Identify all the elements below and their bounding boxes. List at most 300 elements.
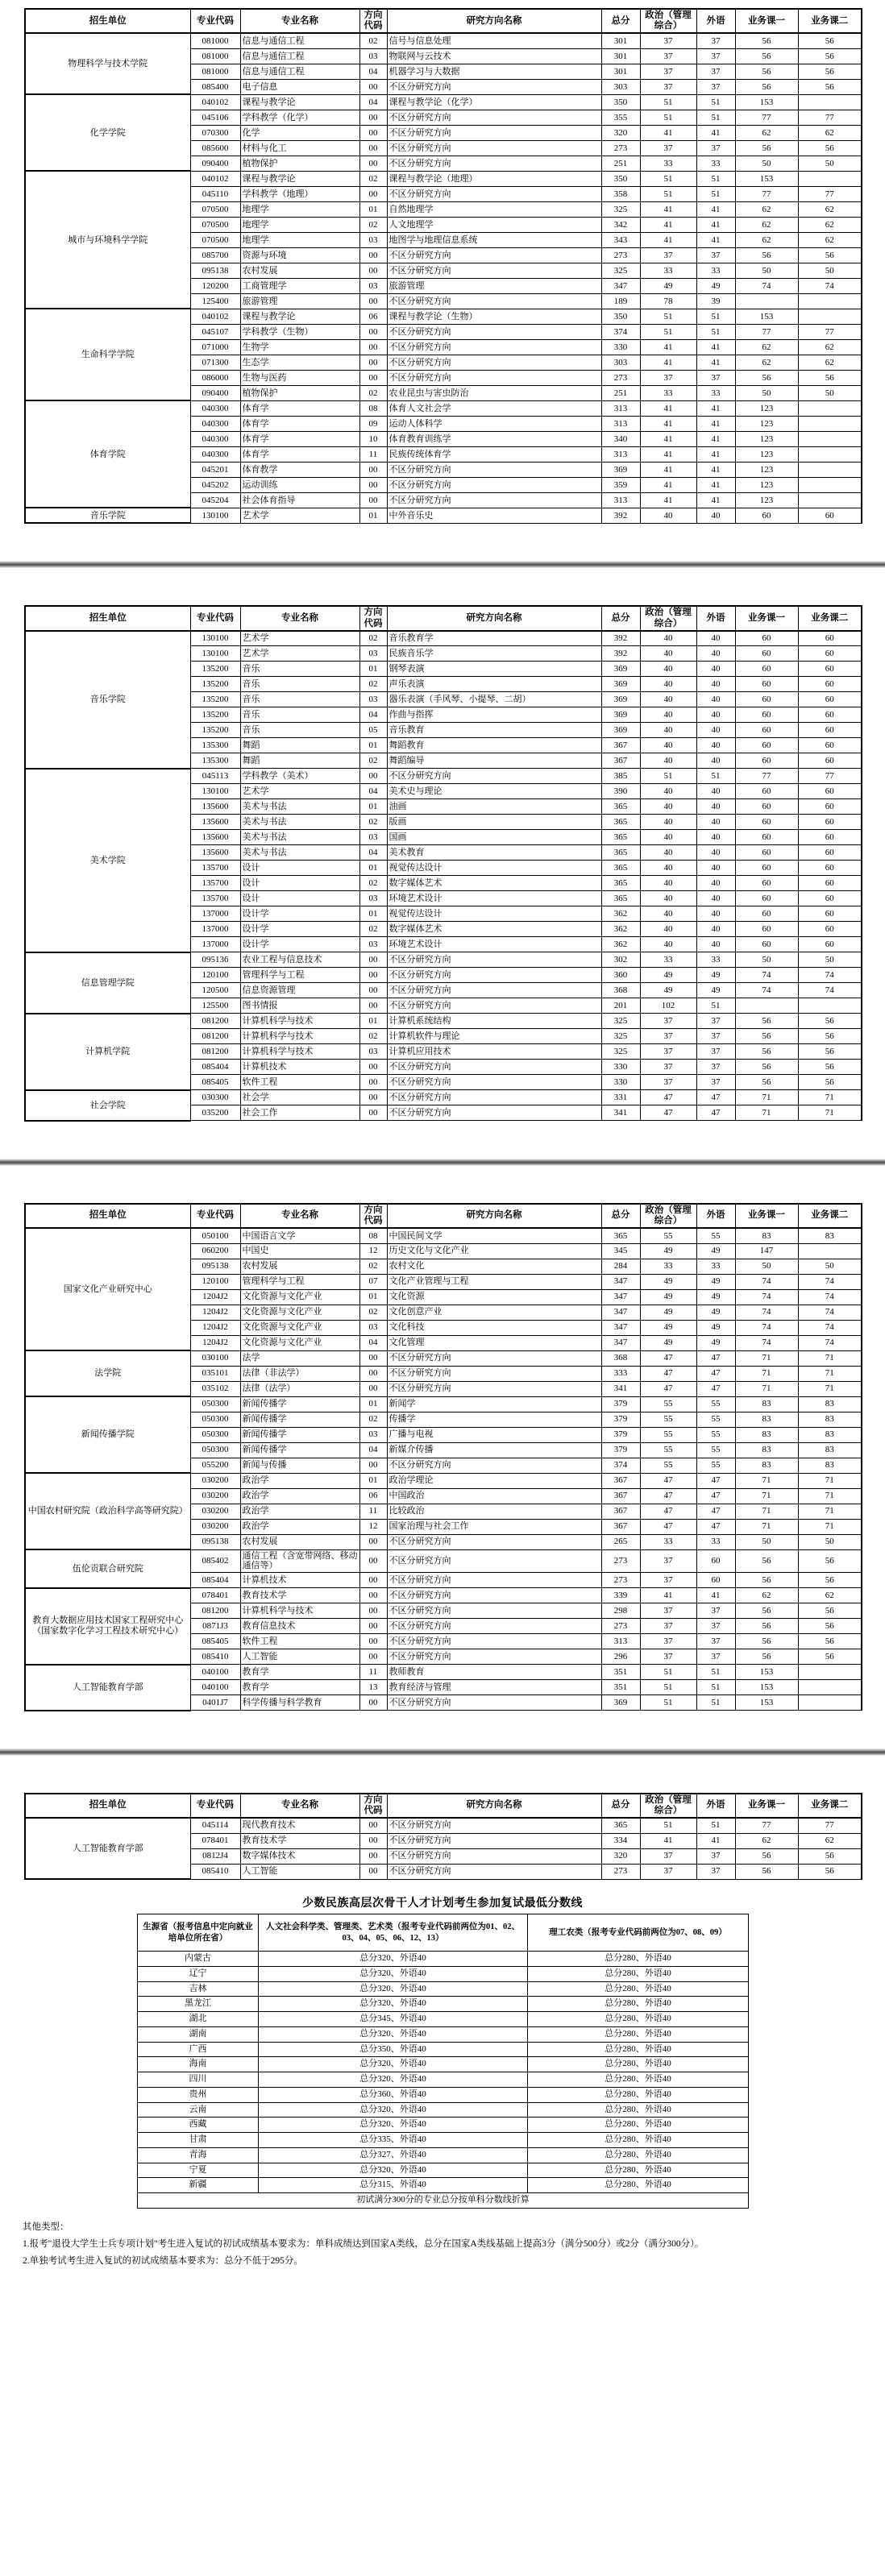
cell-direction-code: 02: [359, 922, 387, 937]
col-header-subject-two: 业务课二: [798, 1794, 862, 1818]
cell-direction-name: 物联网与云技术: [387, 48, 601, 64]
cell-subject-one: 56: [735, 1573, 798, 1588]
footnote-item-2: 2.单独考试考生进入复试的初试成绩基本要求为：总分不低于295分。: [23, 2255, 303, 2266]
cell-subject-two: [798, 416, 862, 431]
cell-subject-two: [798, 400, 862, 416]
cell-subject-one: 77: [735, 110, 798, 125]
cell-subject-one: 60: [735, 753, 798, 769]
cell-direction-name: 体育教育训练学: [387, 431, 601, 446]
cell-direction-name: 不区分研究方向: [387, 1090, 601, 1105]
cell-foreign-language: 37: [696, 1044, 735, 1060]
cell-subject-one: 153: [735, 94, 798, 110]
cell-politics: 40: [640, 815, 696, 830]
cell-subject-one: 74: [735, 1274, 798, 1289]
minority-row: [138, 2102, 749, 2118]
cell-subject-two: 83: [798, 1458, 862, 1473]
cell-direction-code: 01: [359, 906, 387, 922]
cell-major-code: 095138: [190, 1259, 240, 1274]
cell-subject-two: 60: [798, 662, 862, 677]
cell-subject-two: 50: [798, 952, 862, 968]
cell-major-code: 081000: [190, 33, 240, 48]
cell-direction-name: 视觉传达设计: [387, 861, 601, 876]
cell-major-code: 050300: [190, 1412, 240, 1427]
cell-foreign-language: 37: [696, 247, 735, 263]
cell-politics: 37: [640, 1573, 696, 1588]
cell-foreign-language: 51: [696, 94, 735, 110]
cell-subject-two: 71: [798, 1519, 862, 1534]
cell-direction-code: 12: [359, 1243, 387, 1259]
cell-direction-code: 00: [359, 156, 387, 171]
cell-direction-name: 不区分研究方向: [387, 1549, 601, 1572]
cell-direction-code: 00: [359, 1534, 387, 1549]
cell-major-name: 教育技术学: [240, 1833, 359, 1848]
cell-total: 301: [601, 64, 640, 79]
cell-direction-name: 舞蹈编导: [387, 753, 601, 769]
cell-unit: 物理科学与技术学院: [25, 33, 190, 94]
cell-major-code: 071000: [190, 339, 240, 355]
cell-politics: 51: [640, 324, 696, 339]
cell-foreign-language: 37: [696, 1603, 735, 1619]
cell-major-code: 085404: [190, 1060, 240, 1075]
cell-politics: 47: [640, 1519, 696, 1534]
cell-major-code: 050300: [190, 1396, 240, 1412]
cell-direction-name: 器乐表演（手风琴、小提琴、二胡）: [387, 692, 601, 707]
minority-cell-science: 总分280、外语40: [528, 1997, 749, 2012]
cell-major-code: 030100: [190, 1350, 240, 1366]
cell-direction-code: 00: [359, 998, 387, 1014]
cell-direction-code: 07: [359, 1274, 387, 1289]
cell-subject-two: 56: [798, 1848, 862, 1864]
cell-direction-name: 不区分研究方向: [387, 1864, 601, 1879]
cell-total: 333: [601, 1366, 640, 1381]
cell-subject-two: [798, 492, 862, 508]
cell-major-name: 艺术学: [240, 784, 359, 799]
cell-total: 301: [601, 48, 640, 64]
cell-subject-one: 56: [735, 1029, 798, 1044]
cell-direction-name: 不区分研究方向: [387, 1075, 601, 1090]
cell-total: 355: [601, 110, 640, 125]
cell-foreign-language: 40: [696, 646, 735, 662]
cell-direction-code: 03: [359, 1320, 387, 1335]
cell-politics: 51: [640, 1695, 696, 1711]
cell-foreign-language: 37: [696, 1075, 735, 1090]
cell-unit: 教育大数据应用技术国家工程研究中心（国家数字化学习工程技术研究中心）: [25, 1588, 190, 1665]
cell-subject-one: 83: [735, 1228, 798, 1243]
cell-major-name: 艺术学: [240, 508, 359, 523]
cell-major-code: 060200: [190, 1243, 240, 1259]
minority-cell-province: 贵州: [138, 2087, 259, 2102]
cell-major-code: 086000: [190, 370, 240, 385]
cell-total: 368: [601, 983, 640, 998]
cell-major-name: 工商管理学: [240, 278, 359, 293]
cell-total: 334: [601, 1833, 640, 1848]
cell-politics: 33: [640, 156, 696, 171]
cell-direction-name: 美术史与理论: [387, 784, 601, 799]
cell-major-code: 070500: [190, 232, 240, 247]
cell-major-name: 政治学: [240, 1519, 359, 1534]
col-header-direction-name: 研究方向名称: [387, 1794, 601, 1818]
cell-foreign-language: 41: [696, 400, 735, 416]
cell-politics: 49: [640, 1305, 696, 1320]
col-header-major-name: 专业名称: [240, 1794, 359, 1818]
cell-direction-name: 农业昆虫与害虫防治: [387, 385, 601, 400]
cell-subject-two: 71: [798, 1381, 862, 1396]
cell-total: 365: [601, 876, 640, 891]
cell-subject-two: [798, 477, 862, 492]
minority-cell-science: 总分280、外语40: [528, 2178, 749, 2193]
cell-subject-one: 74: [735, 1289, 798, 1305]
cell-direction-code: 01: [359, 1014, 387, 1029]
table-row: [25, 94, 862, 110]
cell-direction-name: 不区分研究方向: [387, 492, 601, 508]
minority-cell-humanities: 总分345、外语40: [259, 2012, 528, 2027]
table-row: [25, 952, 862, 968]
cell-direction-name: 不区分研究方向: [387, 1833, 601, 1848]
cell-direction-code: 02: [359, 815, 387, 830]
minority-cell-province: 西藏: [138, 2118, 259, 2133]
cell-direction-name: 旅游管理: [387, 278, 601, 293]
cell-direction-name: 新媒介传播: [387, 1442, 601, 1458]
cell-subject-two: 56: [798, 1075, 862, 1090]
cell-foreign-language: 39: [696, 293, 735, 309]
cell-foreign-language: 40: [696, 845, 735, 861]
cell-total: 347: [601, 1289, 640, 1305]
cell-major-code: 050100: [190, 1228, 240, 1243]
cell-major-name: 设计学: [240, 937, 359, 952]
cell-direction-code: 01: [359, 201, 387, 217]
cell-subject-one: 62: [735, 1588, 798, 1603]
col-header-subject-two: 业务课二: [798, 1204, 862, 1228]
cell-politics: 49: [640, 1289, 696, 1305]
minority-section: [0, 1894, 885, 2209]
cell-major-code: 130100: [190, 784, 240, 799]
cell-subject-two: 60: [798, 508, 862, 523]
cell-direction-code: 11: [359, 1504, 387, 1519]
cell-subject-two: 56: [798, 1060, 862, 1075]
cell-subject-two: 50: [798, 1534, 862, 1549]
cell-direction-code: 00: [359, 1649, 387, 1665]
cell-unit: 化学学院: [25, 94, 190, 171]
col-header-total: 总分: [601, 1794, 640, 1818]
cell-subject-two: 74: [798, 968, 862, 983]
cell-direction-name: 不区分研究方向: [387, 1848, 601, 1864]
cell-major-name: 政治学: [240, 1504, 359, 1519]
cell-direction-name: 不区分研究方向: [387, 110, 601, 125]
cell-major-code: 095138: [190, 1534, 240, 1549]
cell-subject-one: 56: [735, 1864, 798, 1879]
cell-direction-code: 02: [359, 876, 387, 891]
cell-major-name: 美术与书法: [240, 815, 359, 830]
minority-row: [138, 1997, 749, 2012]
cell-politics: 49: [640, 968, 696, 983]
cell-subject-two: 71: [798, 1366, 862, 1381]
cell-direction-code: 03: [359, 891, 387, 906]
cell-politics: 40: [640, 784, 696, 799]
cell-direction-name: 音乐教育学: [387, 631, 601, 646]
cell-direction-name: 不区分研究方向: [387, 952, 601, 968]
cell-total: 351: [601, 1665, 640, 1680]
cell-direction-code: 00: [359, 1060, 387, 1075]
cell-major-name: 运动训练: [240, 477, 359, 492]
cell-direction-name: 民族音乐学: [387, 646, 601, 662]
cell-major-code: 078401: [190, 1588, 240, 1603]
cell-foreign-language: 37: [696, 1634, 735, 1649]
cell-direction-name: 版画: [387, 815, 601, 830]
cell-politics: 41: [640, 477, 696, 492]
minority-cell-humanities: 总分320、外语40: [259, 2072, 528, 2088]
score-table-1: [24, 8, 862, 524]
cell-direction-name: 民族传统体育学: [387, 446, 601, 462]
table-row: [25, 1818, 862, 1833]
cell-total: 251: [601, 156, 640, 171]
cell-foreign-language: 41: [696, 431, 735, 446]
cell-direction-code: 01: [359, 1473, 387, 1488]
cell-politics: 47: [640, 1105, 696, 1121]
cell-major-name: 生物学: [240, 339, 359, 355]
minority-row: [138, 1952, 749, 1967]
cell-subject-two: 77: [798, 1818, 862, 1833]
minority-cell-humanities: 总分315、外语40: [259, 2178, 528, 2193]
cell-unit: 美术学院: [25, 769, 190, 952]
cell-subject-two: 74: [798, 1289, 862, 1305]
cell-politics: 37: [640, 1029, 696, 1044]
cell-unit: 伍伦贡联合研究院: [25, 1549, 190, 1587]
cell-direction-name: 不区分研究方向: [387, 998, 601, 1014]
cell-foreign-language: 51: [696, 1818, 735, 1833]
cell-major-name: 植物保护: [240, 385, 359, 400]
cell-major-code: 085404: [190, 1573, 240, 1588]
cell-subject-two: 60: [798, 677, 862, 692]
cell-subject-one: 60: [735, 784, 798, 799]
cell-total: 273: [601, 370, 640, 385]
score-table-2-head: [25, 606, 862, 630]
col-header-subject-two: 业务课二: [798, 606, 862, 630]
cell-direction-code: 02: [359, 753, 387, 769]
cell-total: 367: [601, 753, 640, 769]
cell-politics: 37: [640, 1848, 696, 1864]
cell-direction-code: 00: [359, 247, 387, 263]
cell-direction-code: 01: [359, 1289, 387, 1305]
cell-foreign-language: 37: [696, 1014, 735, 1029]
cell-direction-code: 03: [359, 232, 387, 247]
cell-major-code: 081200: [190, 1029, 240, 1044]
gap-5: [0, 1711, 885, 1748]
cell-foreign-language: 40: [696, 891, 735, 906]
cell-total: 273: [601, 1864, 640, 1879]
cell-subject-two: [798, 1695, 862, 1711]
footnotes-section: [0, 2209, 885, 2287]
cell-subject-one: 60: [735, 677, 798, 692]
cell-subject-one: 123: [735, 446, 798, 462]
cell-subject-one: 60: [735, 845, 798, 861]
cell-subject-two: 56: [798, 1619, 862, 1634]
cell-direction-name: 油画: [387, 799, 601, 815]
cell-foreign-language: 40: [696, 677, 735, 692]
cell-total: 313: [601, 400, 640, 416]
cell-major-code: 085405: [190, 1075, 240, 1090]
cell-subject-two: 60: [798, 922, 862, 937]
minority-row: [138, 2042, 749, 2057]
cell-direction-code: 02: [359, 33, 387, 48]
cell-subject-one: 60: [735, 937, 798, 952]
cell-unit: 城市与环境科学学院: [25, 171, 190, 309]
cell-total: 347: [601, 1274, 640, 1289]
cell-subject-two: [798, 293, 862, 309]
cell-direction-code: 00: [359, 1105, 387, 1121]
cell-direction-code: 00: [359, 477, 387, 492]
cell-subject-two: 83: [798, 1412, 862, 1427]
cell-direction-name: 不区分研究方向: [387, 1350, 601, 1366]
cell-major-name: 管理科学与工程: [240, 968, 359, 983]
cell-direction-code: 00: [359, 1350, 387, 1366]
cell-total: 201: [601, 998, 640, 1014]
cell-major-name: 教育信息技术: [240, 1619, 359, 1634]
cell-subject-one: 71: [735, 1350, 798, 1366]
cell-direction-code: 00: [359, 1818, 387, 1833]
minority-note: 初试满分300分的专业总分按单科分数线折算: [138, 2193, 749, 2209]
cell-major-name: 设计学: [240, 906, 359, 922]
cell-subject-two: [798, 1665, 862, 1680]
cell-politics: 37: [640, 1619, 696, 1634]
cell-direction-code: 01: [359, 861, 387, 876]
cell-subject-two: 56: [798, 1634, 862, 1649]
cell-foreign-language: 33: [696, 385, 735, 400]
cell-direction-name: 不区分研究方向: [387, 339, 601, 355]
cell-total: 313: [601, 492, 640, 508]
cell-politics: 55: [640, 1412, 696, 1427]
cell-direction-code: 00: [359, 983, 387, 998]
cell-subject-one: 56: [735, 48, 798, 64]
cell-major-code: 1204J2: [190, 1335, 240, 1350]
cell-direction-name: 地图学与地理信息系统: [387, 232, 601, 247]
cell-politics: 33: [640, 385, 696, 400]
cell-direction-name: 广播与电视: [387, 1427, 601, 1442]
cell-foreign-language: 51: [696, 1680, 735, 1695]
col-header-major-code: 专业代码: [190, 1794, 240, 1818]
table-row: [25, 33, 862, 48]
cell-politics: 51: [640, 1818, 696, 1833]
cell-politics: 40: [640, 662, 696, 677]
cell-total: 330: [601, 1060, 640, 1075]
minority-cell-humanities: 总分320、外语40: [259, 1966, 528, 1981]
cell-direction-name: 钢琴表演: [387, 662, 601, 677]
cell-total: 358: [601, 186, 640, 201]
cell-politics: 40: [640, 830, 696, 845]
score-table-3-body: [25, 1228, 862, 1710]
score-table-2-wrap: [0, 605, 885, 1121]
cell-subject-two: 56: [798, 1014, 862, 1029]
cell-direction-code: 04: [359, 1335, 387, 1350]
cell-foreign-language: 55: [696, 1427, 735, 1442]
cell-direction-code: 09: [359, 416, 387, 431]
cell-foreign-language: 40: [696, 799, 735, 815]
cell-direction-name: 信号与信息处理: [387, 33, 601, 48]
cell-major-name: 中国史: [240, 1243, 359, 1259]
cell-major-code: 120200: [190, 278, 240, 293]
score-table-3: [24, 1203, 862, 1711]
cell-subject-two: 50: [798, 385, 862, 400]
cell-direction-code: 02: [359, 385, 387, 400]
cell-subject-one: 71: [735, 1105, 798, 1121]
minority-cell-humanities: 总分320、外语40: [259, 1952, 528, 1967]
cell-major-name: 化学: [240, 125, 359, 140]
cell-major-name: 旅游管理: [240, 293, 359, 309]
cell-major-name: 文化资源与文化产业: [240, 1335, 359, 1350]
cell-politics: 33: [640, 263, 696, 278]
cell-major-name: 美术与书法: [240, 845, 359, 861]
cell-subject-one: 71: [735, 1366, 798, 1381]
cell-subject-two: 62: [798, 1833, 862, 1848]
minority-cell-province: 广西: [138, 2042, 259, 2057]
cell-major-name: 农村发展: [240, 1259, 359, 1274]
cell-major-code: 120100: [190, 1274, 240, 1289]
cell-major-code: 085700: [190, 247, 240, 263]
cell-subject-one: 60: [735, 922, 798, 937]
score-table-3-head: [25, 1204, 862, 1228]
cell-direction-code: 00: [359, 1848, 387, 1864]
cell-subject-one: [735, 293, 798, 309]
cell-direction-name: 不区分研究方向: [387, 1573, 601, 1588]
col-header-subject-one: 业务课一: [735, 9, 798, 33]
cell-foreign-language: 47: [696, 1381, 735, 1396]
cell-direction-code: 00: [359, 324, 387, 339]
col-header-total: 总分: [601, 606, 640, 630]
score-table-3-wrap: [0, 1203, 885, 1711]
cell-subject-one: 60: [735, 508, 798, 523]
col-header-total: 总分: [601, 1204, 640, 1228]
cell-major-code: 040100: [190, 1665, 240, 1680]
minority-cell-province: 甘肃: [138, 2133, 259, 2148]
cell-subject-one: 83: [735, 1412, 798, 1427]
cell-total: 362: [601, 937, 640, 952]
cell-total: 369: [601, 723, 640, 738]
cell-subject-two: 77: [798, 110, 862, 125]
minority-row: [138, 1966, 749, 1981]
cell-politics: 55: [640, 1396, 696, 1412]
cell-subject-two: 62: [798, 125, 862, 140]
cell-subject-one: 56: [735, 1649, 798, 1665]
table-row: [25, 1396, 862, 1412]
minority-row: [138, 2147, 749, 2163]
cell-subject-two: 74: [798, 1274, 862, 1289]
cell-politics: 37: [640, 1549, 696, 1572]
cell-subject-one: 71: [735, 1504, 798, 1519]
cell-direction-code: 02: [359, 1259, 387, 1274]
cell-subject-one: 62: [735, 217, 798, 232]
cell-direction-code: 00: [359, 339, 387, 355]
cell-foreign-language: 40: [696, 662, 735, 677]
minority-cell-humanities: 总分350、外语40: [259, 2042, 528, 2057]
minority-table-body: [138, 1952, 749, 2209]
col-header-politics: 政治（管理综合）: [640, 606, 696, 630]
cell-direction-name: 不区分研究方向: [387, 769, 601, 784]
cell-total: 251: [601, 385, 640, 400]
cell-total: 313: [601, 1634, 640, 1649]
cell-major-name: 地理学: [240, 232, 359, 247]
cell-politics: 37: [640, 1864, 696, 1879]
cell-subject-two: 56: [798, 48, 862, 64]
cell-politics: 37: [640, 33, 696, 48]
cell-subject-one: 56: [735, 79, 798, 94]
cell-major-code: 135200: [190, 677, 240, 692]
cell-total: 341: [601, 1105, 640, 1121]
cell-subject-two: 56: [798, 33, 862, 48]
cell-subject-two: 60: [798, 692, 862, 707]
footnote-item-1: 1.报考"退役大学生士兵专项计划"考生进入复试的初试成绩基本要求为：单科成绩达到国家A类线，总分在国家A类线基础上提高3分（满分500分）或2分（满分300分）。: [23, 2238, 704, 2249]
cell-major-code: 045204: [190, 492, 240, 508]
cell-direction-code: 00: [359, 492, 387, 508]
cell-subject-one: 50: [735, 156, 798, 171]
